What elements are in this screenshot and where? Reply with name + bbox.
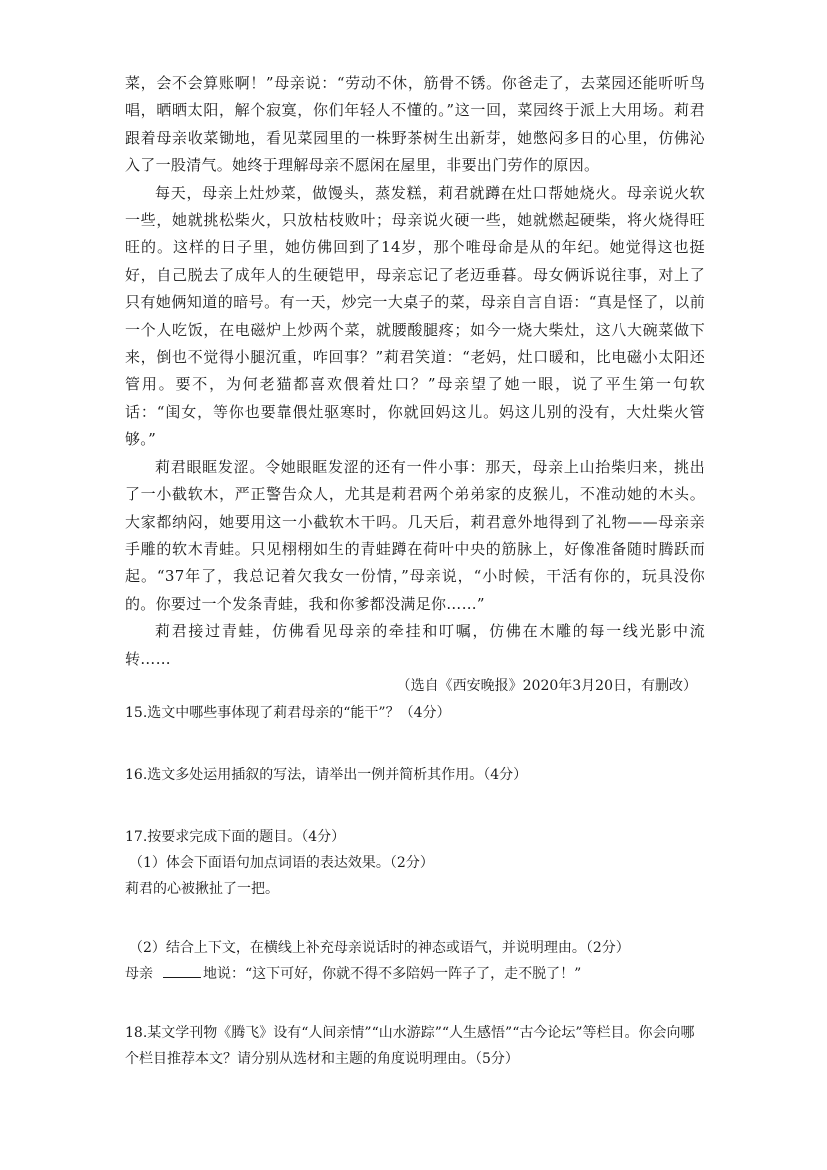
document-page (125, 70, 705, 1072)
fill-prefix: 母亲 (125, 965, 153, 982)
passage-paragraph-2: 每天，母亲上灶炒菜，做馒头，蒸发糕，莉君就蹲在灶口帮她烧火。母亲说火软一些，她就挑松柴火，只放枯枝败叶；母亲说火硬一些，她就燃起硬柴，将火烧得旺旺的。这样的日子里，她仿佛回到了14岁，那个唯母命是从的年纪。她觉得这也挺好，自己脱去了成年人的生硬铠甲，母亲忘记了老迈垂暮。母女俩诉说往事，对上了只有她俩知道的暗号。有一天，炒完一大桌子的菜，母亲自言自语：“真是怪了，以前一个人吃饭，在电磁炉上炒两个菜，就腰酸腿疼；如今一烧大柴灶，这八大碗菜做下来，倒也不觉得小腿沉重，咋回事？”莉君笑道：“老妈，灶口暖和，比电磁小太阳还管用。要不，为何老猫都喜欢偎着灶口？”母亲望了她一眼，说了平生第一句软话：“闺女，等你也要靠偎灶驱寒时，你就回妈这儿。妈这儿别的没有，大灶柴火管够。” (125, 183, 705, 449)
question-17-part-2: （2）结合上下文，在横线上补充母亲说话时的神态或语气，并说明理由。（2分） (129, 939, 630, 956)
passage-source: （选自《西安晚报》2020年3月20日，有删改） (396, 677, 697, 694)
passage-paragraph-3: 莉君眼眶发涩。令她眼眶发涩的还有一件小事：那天，母亲上山抬柴归来，挑出了一小截软木，严正警告众人，尤其是莉君两个弟弟家的皮猴儿，不准动她的木头。大家都纳闷，她要用这一小截软木干吗。几天后，莉君意外地得到了礼物——母亲亲手雕的软木青蛙。只见栩栩如生的青蛙蹲在荷叶中央的筋脉上，好像准备随时腾跃而起。“37年了，我总记着欠我女一份情，”母亲说，“小时候，干活有你的，玩具没你的。你要过一个发条青蛙，我和你爹都没满足你……” (125, 457, 705, 613)
question-17-fill-line (125, 961, 705, 987)
question-17-title: 17.按要求完成下面的题目。（4分） (125, 828, 346, 845)
passage-paragraph-4: 莉君接过青蛙，仿佛看见母亲的牵挂和叮嘱，仿佛在木雕的每一线光影中流转…… (125, 622, 705, 668)
question-17-sentence: 莉君的心被揪扯了一把。 (125, 880, 279, 897)
passage-paragraph-1: 菜，会不会算账啊！”母亲说：“劳动不休，筋骨不锈。你爸走了，去菜园还能听听鸟唱，晒晒太阳，解个寂寞，你们年轻人不懂的。”这一回，菜园终于派上大用场。莉君跟着母亲收菜锄地，看见菜园里的一株野茶树生出新芽，她憋闷多日的心里，仿佛沁入了一股清气。她终于理解母亲不愿闲在屋里，非要出门劳作的原因。 (125, 74, 705, 175)
fill-suffix: 地说：“这下可好，你就不得不多陪妈一阵子了，走不脱了！” (203, 965, 582, 982)
question-15: 15.选文中哪些事体现了莉君母亲的“能干”？（4分） (125, 704, 451, 721)
question-17-part-1: （1）体会下面语句加点词语的表达效果。（2分） (129, 854, 434, 871)
question-16: 16.选文多处运用插叙的写法，请举出一例并简析其作用。（4分） (125, 766, 528, 783)
answer-blank[interactable] (163, 963, 201, 978)
question-18: 18.某文学刊物《腾飞》设有“人间亲情”“山水游踪”“人生感悟”“古今论坛”等栏目。你会向哪个栏目推荐本文？请分别从选材和主题的角度说明理由。（5分） (125, 1024, 695, 1067)
